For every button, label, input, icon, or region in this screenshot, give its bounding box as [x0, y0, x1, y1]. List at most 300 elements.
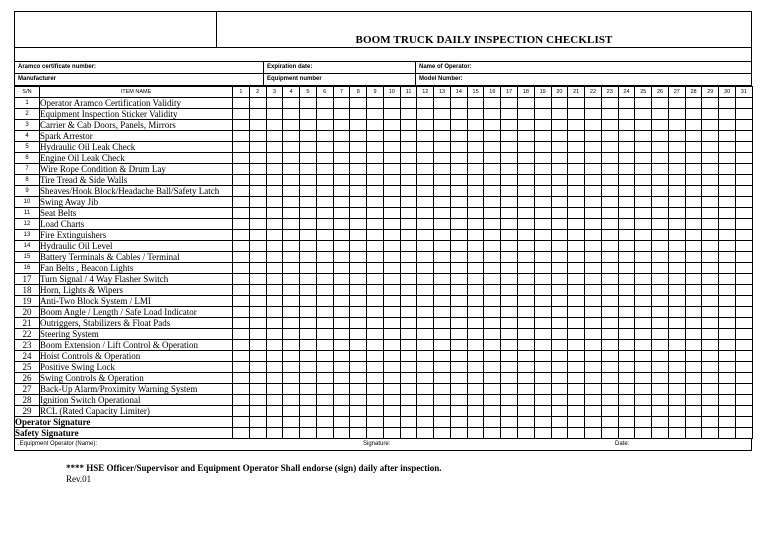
signature-cell[interactable]	[467, 417, 484, 428]
day-check-cell[interactable]	[601, 197, 618, 208]
day-check-cell[interactable]	[585, 98, 602, 109]
day-check-cell[interactable]	[350, 384, 367, 395]
day-check-cell[interactable]	[400, 230, 417, 241]
day-check-cell[interactable]	[551, 395, 568, 406]
day-check-cell[interactable]	[434, 329, 451, 340]
day-check-cell[interactable]	[434, 318, 451, 329]
day-check-cell[interactable]	[668, 296, 685, 307]
day-check-cell[interactable]	[534, 285, 551, 296]
day-check-cell[interactable]	[585, 164, 602, 175]
day-check-cell[interactable]	[400, 362, 417, 373]
day-check-cell[interactable]	[467, 362, 484, 373]
day-check-cell[interactable]	[316, 307, 333, 318]
day-check-cell[interactable]	[434, 263, 451, 274]
day-check-cell[interactable]	[668, 318, 685, 329]
day-check-cell[interactable]	[702, 175, 719, 186]
day-check-cell[interactable]	[652, 285, 669, 296]
signature-cell[interactable]	[585, 428, 602, 439]
day-check-cell[interactable]	[534, 197, 551, 208]
day-check-cell[interactable]	[618, 241, 635, 252]
day-check-cell[interactable]	[719, 296, 736, 307]
day-check-cell[interactable]	[400, 384, 417, 395]
day-check-cell[interactable]	[719, 263, 736, 274]
day-check-cell[interactable]	[635, 153, 652, 164]
day-check-cell[interactable]	[585, 285, 602, 296]
day-check-cell[interactable]	[501, 186, 518, 197]
day-check-cell[interactable]	[450, 252, 467, 263]
day-check-cell[interactable]	[367, 142, 384, 153]
day-check-cell[interactable]	[350, 120, 367, 131]
certificate-number-field[interactable]: Aramco certificate number:	[18, 64, 97, 70]
day-check-cell[interactable]	[333, 131, 350, 142]
day-check-cell[interactable]	[383, 131, 400, 142]
day-check-cell[interactable]	[417, 274, 434, 285]
day-check-cell[interactable]	[333, 296, 350, 307]
day-check-cell[interactable]	[367, 307, 384, 318]
day-check-cell[interactable]	[635, 164, 652, 175]
day-check-cell[interactable]	[233, 208, 250, 219]
day-check-cell[interactable]	[434, 340, 451, 351]
day-check-cell[interactable]	[300, 318, 317, 329]
day-check-cell[interactable]	[417, 131, 434, 142]
day-check-cell[interactable]	[518, 395, 535, 406]
day-check-cell[interactable]	[668, 164, 685, 175]
day-check-cell[interactable]	[735, 230, 752, 241]
day-check-cell[interactable]	[635, 142, 652, 153]
signature-cell[interactable]	[534, 428, 551, 439]
day-check-cell[interactable]	[635, 263, 652, 274]
day-check-cell[interactable]	[467, 406, 484, 417]
day-check-cell[interactable]	[417, 142, 434, 153]
day-check-cell[interactable]	[350, 186, 367, 197]
day-check-cell[interactable]	[484, 307, 501, 318]
day-check-cell[interactable]	[249, 230, 266, 241]
day-check-cell[interactable]	[300, 263, 317, 274]
equipment-operator-name-field[interactable]: .Equipment Operator (Name):	[18, 441, 98, 447]
day-check-cell[interactable]	[618, 406, 635, 417]
day-check-cell[interactable]	[601, 318, 618, 329]
day-check-cell[interactable]	[518, 362, 535, 373]
day-check-cell[interactable]	[283, 175, 300, 186]
day-check-cell[interactable]	[635, 175, 652, 186]
signature-cell[interactable]	[635, 417, 652, 428]
day-check-cell[interactable]	[601, 384, 618, 395]
day-check-cell[interactable]	[635, 208, 652, 219]
day-check-cell[interactable]	[534, 98, 551, 109]
day-check-cell[interactable]	[467, 241, 484, 252]
day-check-cell[interactable]	[266, 318, 283, 329]
day-check-cell[interactable]	[668, 175, 685, 186]
day-check-cell[interactable]	[417, 197, 434, 208]
day-check-cell[interactable]	[685, 329, 702, 340]
day-check-cell[interactable]	[283, 252, 300, 263]
day-check-cell[interactable]	[350, 164, 367, 175]
day-check-cell[interactable]	[719, 120, 736, 131]
day-check-cell[interactable]	[568, 230, 585, 241]
day-check-cell[interactable]	[735, 109, 752, 120]
day-check-cell[interactable]	[668, 285, 685, 296]
day-check-cell[interactable]	[333, 142, 350, 153]
day-check-cell[interactable]	[467, 285, 484, 296]
day-check-cell[interactable]	[601, 373, 618, 384]
day-check-cell[interactable]	[300, 230, 317, 241]
day-check-cell[interactable]	[367, 274, 384, 285]
day-check-cell[interactable]	[652, 384, 669, 395]
day-check-cell[interactable]	[601, 120, 618, 131]
day-check-cell[interactable]	[585, 219, 602, 230]
day-check-cell[interactable]	[233, 406, 250, 417]
day-check-cell[interactable]	[652, 406, 669, 417]
day-check-cell[interactable]	[534, 263, 551, 274]
day-check-cell[interactable]	[518, 131, 535, 142]
day-check-cell[interactable]	[702, 120, 719, 131]
day-check-cell[interactable]	[484, 175, 501, 186]
day-check-cell[interactable]	[568, 186, 585, 197]
day-check-cell[interactable]	[551, 164, 568, 175]
day-check-cell[interactable]	[300, 340, 317, 351]
signature-cell[interactable]	[249, 417, 266, 428]
day-check-cell[interactable]	[551, 318, 568, 329]
day-check-cell[interactable]	[266, 219, 283, 230]
day-check-cell[interactable]	[501, 153, 518, 164]
day-check-cell[interactable]	[719, 164, 736, 175]
signature-cell[interactable]	[702, 417, 719, 428]
day-check-cell[interactable]	[618, 274, 635, 285]
day-check-cell[interactable]	[568, 274, 585, 285]
day-check-cell[interactable]	[316, 109, 333, 120]
day-check-cell[interactable]	[501, 109, 518, 120]
day-check-cell[interactable]	[702, 98, 719, 109]
day-check-cell[interactable]	[383, 241, 400, 252]
day-check-cell[interactable]	[735, 252, 752, 263]
signature-cell[interactable]	[668, 428, 685, 439]
day-check-cell[interactable]	[702, 219, 719, 230]
day-check-cell[interactable]	[735, 197, 752, 208]
day-check-cell[interactable]	[702, 274, 719, 285]
day-check-cell[interactable]	[702, 230, 719, 241]
day-check-cell[interactable]	[551, 230, 568, 241]
day-check-cell[interactable]	[735, 153, 752, 164]
day-check-cell[interactable]	[735, 131, 752, 142]
day-check-cell[interactable]	[685, 395, 702, 406]
day-check-cell[interactable]	[551, 252, 568, 263]
day-check-cell[interactable]	[283, 307, 300, 318]
day-check-cell[interactable]	[702, 340, 719, 351]
day-check-cell[interactable]	[668, 351, 685, 362]
day-check-cell[interactable]	[618, 197, 635, 208]
day-check-cell[interactable]	[467, 373, 484, 384]
day-check-cell[interactable]	[501, 373, 518, 384]
day-check-cell[interactable]	[333, 340, 350, 351]
day-check-cell[interactable]	[350, 351, 367, 362]
day-check-cell[interactable]	[283, 153, 300, 164]
day-check-cell[interactable]	[383, 274, 400, 285]
day-check-cell[interactable]	[266, 340, 283, 351]
day-check-cell[interactable]	[383, 186, 400, 197]
day-check-cell[interactable]	[400, 98, 417, 109]
day-check-cell[interactable]	[300, 208, 317, 219]
day-check-cell[interactable]	[450, 274, 467, 285]
day-check-cell[interactable]	[585, 131, 602, 142]
day-check-cell[interactable]	[467, 351, 484, 362]
day-check-cell[interactable]	[450, 263, 467, 274]
day-check-cell[interactable]	[266, 230, 283, 241]
day-check-cell[interactable]	[585, 263, 602, 274]
day-check-cell[interactable]	[618, 362, 635, 373]
day-check-cell[interactable]	[635, 186, 652, 197]
day-check-cell[interactable]	[534, 131, 551, 142]
day-check-cell[interactable]	[618, 153, 635, 164]
day-check-cell[interactable]	[417, 296, 434, 307]
day-check-cell[interactable]	[266, 274, 283, 285]
day-check-cell[interactable]	[668, 362, 685, 373]
signature-cell[interactable]	[702, 428, 719, 439]
day-check-cell[interactable]	[635, 120, 652, 131]
day-check-cell[interactable]	[685, 318, 702, 329]
day-check-cell[interactable]	[266, 373, 283, 384]
signature-cell[interactable]	[635, 428, 652, 439]
date-field[interactable]: Date:	[615, 441, 630, 447]
day-check-cell[interactable]	[568, 153, 585, 164]
day-check-cell[interactable]	[350, 98, 367, 109]
day-check-cell[interactable]	[585, 142, 602, 153]
signature-cell[interactable]	[300, 428, 317, 439]
day-check-cell[interactable]	[417, 98, 434, 109]
day-check-cell[interactable]	[434, 395, 451, 406]
day-check-cell[interactable]	[601, 153, 618, 164]
day-check-cell[interactable]	[367, 340, 384, 351]
day-check-cell[interactable]	[501, 263, 518, 274]
day-check-cell[interactable]	[467, 329, 484, 340]
signature-cell[interactable]	[434, 428, 451, 439]
day-check-cell[interactable]	[652, 120, 669, 131]
signature-cell[interactable]	[367, 428, 384, 439]
day-check-cell[interactable]	[585, 175, 602, 186]
day-check-cell[interactable]	[635, 109, 652, 120]
day-check-cell[interactable]	[735, 263, 752, 274]
day-check-cell[interactable]	[518, 164, 535, 175]
day-check-cell[interactable]	[467, 395, 484, 406]
day-check-cell[interactable]	[434, 252, 451, 263]
day-check-cell[interactable]	[668, 406, 685, 417]
day-check-cell[interactable]	[568, 373, 585, 384]
day-check-cell[interactable]	[585, 351, 602, 362]
day-check-cell[interactable]	[266, 395, 283, 406]
day-check-cell[interactable]	[668, 384, 685, 395]
day-check-cell[interactable]	[501, 318, 518, 329]
day-check-cell[interactable]	[233, 329, 250, 340]
day-check-cell[interactable]	[400, 274, 417, 285]
day-check-cell[interactable]	[367, 109, 384, 120]
day-check-cell[interactable]	[484, 219, 501, 230]
day-check-cell[interactable]	[585, 329, 602, 340]
day-check-cell[interactable]	[283, 109, 300, 120]
day-check-cell[interactable]	[434, 274, 451, 285]
day-check-cell[interactable]	[551, 307, 568, 318]
day-check-cell[interactable]	[702, 329, 719, 340]
day-check-cell[interactable]	[568, 285, 585, 296]
day-check-cell[interactable]	[484, 351, 501, 362]
day-check-cell[interactable]	[383, 219, 400, 230]
day-check-cell[interactable]	[484, 285, 501, 296]
day-check-cell[interactable]	[618, 252, 635, 263]
day-check-cell[interactable]	[618, 384, 635, 395]
day-check-cell[interactable]	[501, 241, 518, 252]
day-check-cell[interactable]	[450, 197, 467, 208]
day-check-cell[interactable]	[735, 296, 752, 307]
day-check-cell[interactable]	[685, 109, 702, 120]
day-check-cell[interactable]	[518, 197, 535, 208]
day-check-cell[interactable]	[266, 197, 283, 208]
day-check-cell[interactable]	[534, 219, 551, 230]
day-check-cell[interactable]	[585, 384, 602, 395]
day-check-cell[interactable]	[685, 175, 702, 186]
day-check-cell[interactable]	[300, 131, 317, 142]
day-check-cell[interactable]	[367, 186, 384, 197]
day-check-cell[interactable]	[249, 406, 266, 417]
day-check-cell[interactable]	[501, 208, 518, 219]
day-check-cell[interactable]	[283, 373, 300, 384]
day-check-cell[interactable]	[333, 186, 350, 197]
day-check-cell[interactable]	[266, 208, 283, 219]
day-check-cell[interactable]	[450, 307, 467, 318]
day-check-cell[interactable]	[652, 263, 669, 274]
day-check-cell[interactable]	[585, 153, 602, 164]
signature-cell[interactable]	[383, 417, 400, 428]
day-check-cell[interactable]	[300, 274, 317, 285]
day-check-cell[interactable]	[367, 120, 384, 131]
day-check-cell[interactable]	[652, 274, 669, 285]
day-check-cell[interactable]	[417, 329, 434, 340]
day-check-cell[interactable]	[283, 318, 300, 329]
day-check-cell[interactable]	[618, 340, 635, 351]
day-check-cell[interactable]	[551, 208, 568, 219]
day-check-cell[interactable]	[652, 109, 669, 120]
day-check-cell[interactable]	[518, 373, 535, 384]
day-check-cell[interactable]	[283, 384, 300, 395]
day-check-cell[interactable]	[400, 120, 417, 131]
day-check-cell[interactable]	[618, 230, 635, 241]
day-check-cell[interactable]	[568, 175, 585, 186]
day-check-cell[interactable]	[400, 395, 417, 406]
day-check-cell[interactable]	[534, 274, 551, 285]
day-check-cell[interactable]	[652, 395, 669, 406]
day-check-cell[interactable]	[534, 373, 551, 384]
day-check-cell[interactable]	[434, 307, 451, 318]
day-check-cell[interactable]	[434, 219, 451, 230]
signature-cell[interactable]	[652, 417, 669, 428]
day-check-cell[interactable]	[450, 164, 467, 175]
day-check-cell[interactable]	[568, 208, 585, 219]
day-check-cell[interactable]	[367, 252, 384, 263]
day-check-cell[interactable]	[333, 307, 350, 318]
day-check-cell[interactable]	[417, 285, 434, 296]
day-check-cell[interactable]	[618, 318, 635, 329]
day-check-cell[interactable]	[735, 351, 752, 362]
day-check-cell[interactable]	[618, 351, 635, 362]
day-check-cell[interactable]	[702, 362, 719, 373]
day-check-cell[interactable]	[467, 131, 484, 142]
day-check-cell[interactable]	[383, 263, 400, 274]
day-check-cell[interactable]	[434, 142, 451, 153]
day-check-cell[interactable]	[702, 263, 719, 274]
day-check-cell[interactable]	[534, 120, 551, 131]
day-check-cell[interactable]	[652, 164, 669, 175]
day-check-cell[interactable]	[652, 142, 669, 153]
day-check-cell[interactable]	[233, 274, 250, 285]
day-check-cell[interactable]	[735, 340, 752, 351]
day-check-cell[interactable]	[434, 351, 451, 362]
day-check-cell[interactable]	[266, 120, 283, 131]
day-check-cell[interactable]	[300, 406, 317, 417]
day-check-cell[interactable]	[417, 241, 434, 252]
day-check-cell[interactable]	[719, 142, 736, 153]
day-check-cell[interactable]	[450, 329, 467, 340]
day-check-cell[interactable]	[652, 98, 669, 109]
day-check-cell[interactable]	[568, 241, 585, 252]
day-check-cell[interactable]	[417, 384, 434, 395]
day-check-cell[interactable]	[266, 307, 283, 318]
signature-cell[interactable]	[283, 417, 300, 428]
day-check-cell[interactable]	[652, 252, 669, 263]
day-check-cell[interactable]	[719, 351, 736, 362]
day-check-cell[interactable]	[735, 219, 752, 230]
day-check-cell[interactable]	[249, 318, 266, 329]
day-check-cell[interactable]	[283, 98, 300, 109]
day-check-cell[interactable]	[333, 329, 350, 340]
day-check-cell[interactable]	[685, 373, 702, 384]
signature-cell[interactable]	[551, 428, 568, 439]
day-check-cell[interactable]	[601, 351, 618, 362]
day-check-cell[interactable]	[367, 219, 384, 230]
day-check-cell[interactable]	[467, 175, 484, 186]
day-check-cell[interactable]	[635, 274, 652, 285]
day-check-cell[interactable]	[300, 98, 317, 109]
day-check-cell[interactable]	[484, 153, 501, 164]
day-check-cell[interactable]	[618, 307, 635, 318]
day-check-cell[interactable]	[266, 164, 283, 175]
day-check-cell[interactable]	[551, 373, 568, 384]
day-check-cell[interactable]	[518, 296, 535, 307]
day-check-cell[interactable]	[283, 208, 300, 219]
day-check-cell[interactable]	[249, 197, 266, 208]
day-check-cell[interactable]	[233, 230, 250, 241]
day-check-cell[interactable]	[719, 274, 736, 285]
day-check-cell[interactable]	[316, 263, 333, 274]
day-check-cell[interactable]	[383, 175, 400, 186]
day-check-cell[interactable]	[316, 329, 333, 340]
day-check-cell[interactable]	[249, 241, 266, 252]
day-check-cell[interactable]	[417, 351, 434, 362]
day-check-cell[interactable]	[283, 241, 300, 252]
day-check-cell[interactable]	[501, 219, 518, 230]
day-check-cell[interactable]	[467, 120, 484, 131]
day-check-cell[interactable]	[300, 120, 317, 131]
day-check-cell[interactable]	[501, 406, 518, 417]
day-check-cell[interactable]	[367, 296, 384, 307]
signature-cell[interactable]	[316, 428, 333, 439]
day-check-cell[interactable]	[685, 153, 702, 164]
day-check-cell[interactable]	[233, 197, 250, 208]
day-check-cell[interactable]	[233, 98, 250, 109]
day-check-cell[interactable]	[417, 208, 434, 219]
day-check-cell[interactable]	[618, 296, 635, 307]
signature-cell[interactable]	[568, 428, 585, 439]
day-check-cell[interactable]	[467, 252, 484, 263]
day-check-cell[interactable]	[635, 219, 652, 230]
signature-cell[interactable]	[467, 428, 484, 439]
day-check-cell[interactable]	[283, 197, 300, 208]
